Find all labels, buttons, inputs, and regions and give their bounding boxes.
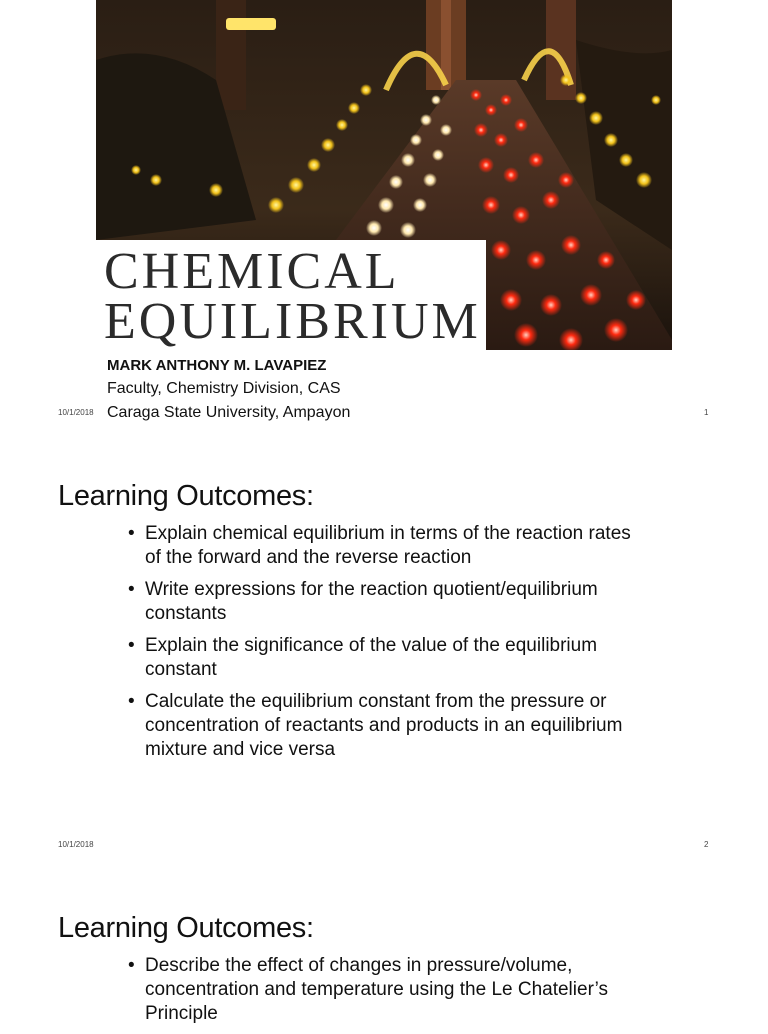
slide-heading: Learning Outcomes: — [58, 912, 314, 944]
bullet-list — [128, 954, 648, 1034]
slide-number: 1 — [704, 408, 709, 417]
bullet-text: Write expressions for the reaction quotient/equilibrium constants — [145, 579, 598, 624]
learning-outcomes-slide-2 — [0, 864, 768, 1024]
bullet-item — [128, 634, 648, 682]
slide-title-line-2: EQUILIBRIUM — [104, 293, 481, 350]
bullet-list — [128, 522, 648, 770]
slide-date: 10/1/2018 — [58, 408, 94, 417]
bullet-text: Calculate the equilibrium constant from the pressure or concentration of reactants and products in an equilibrium mixture and vice versa — [145, 691, 623, 760]
slide-date: 10/1/2018 — [58, 840, 94, 849]
bullet-item — [128, 522, 648, 570]
bullet-text: Describe the effect of changes in pressure/volume, concentration and temperature using the Le Chatelier’s Principle — [145, 955, 608, 1024]
slide-heading: Learning Outcomes: — [58, 480, 314, 512]
author-institution: Caraga State University, Ampayon — [107, 404, 351, 421]
bullet-item — [128, 578, 648, 626]
learning-outcomes-slide-1 — [0, 432, 768, 864]
bullet-dot-icon: • — [128, 955, 135, 976]
bullet-dot-icon: • — [128, 523, 135, 544]
author-name: MARK ANTHONY M. LAVAPIEZ — [107, 357, 327, 374]
slide-title-line-1: CHEMICAL — [104, 243, 400, 300]
title-slide — [0, 0, 768, 432]
bullet-item — [128, 954, 648, 1026]
bullet-dot-icon: • — [128, 635, 135, 656]
slide-number: 2 — [704, 840, 709, 849]
bullet-text: Explain the significance of the value of the equilibrium constant — [145, 635, 598, 680]
bullet-text: Explain chemical equilibrium in terms of the reaction rates of the forward and the reverse reaction — [145, 523, 631, 568]
bullet-dot-icon: • — [128, 691, 135, 712]
author-role: Faculty, Chemistry Division, CAS — [107, 380, 341, 397]
bullet-item — [128, 690, 648, 762]
title-box — [96, 240, 486, 350]
bullet-dot-icon: • — [128, 579, 135, 600]
